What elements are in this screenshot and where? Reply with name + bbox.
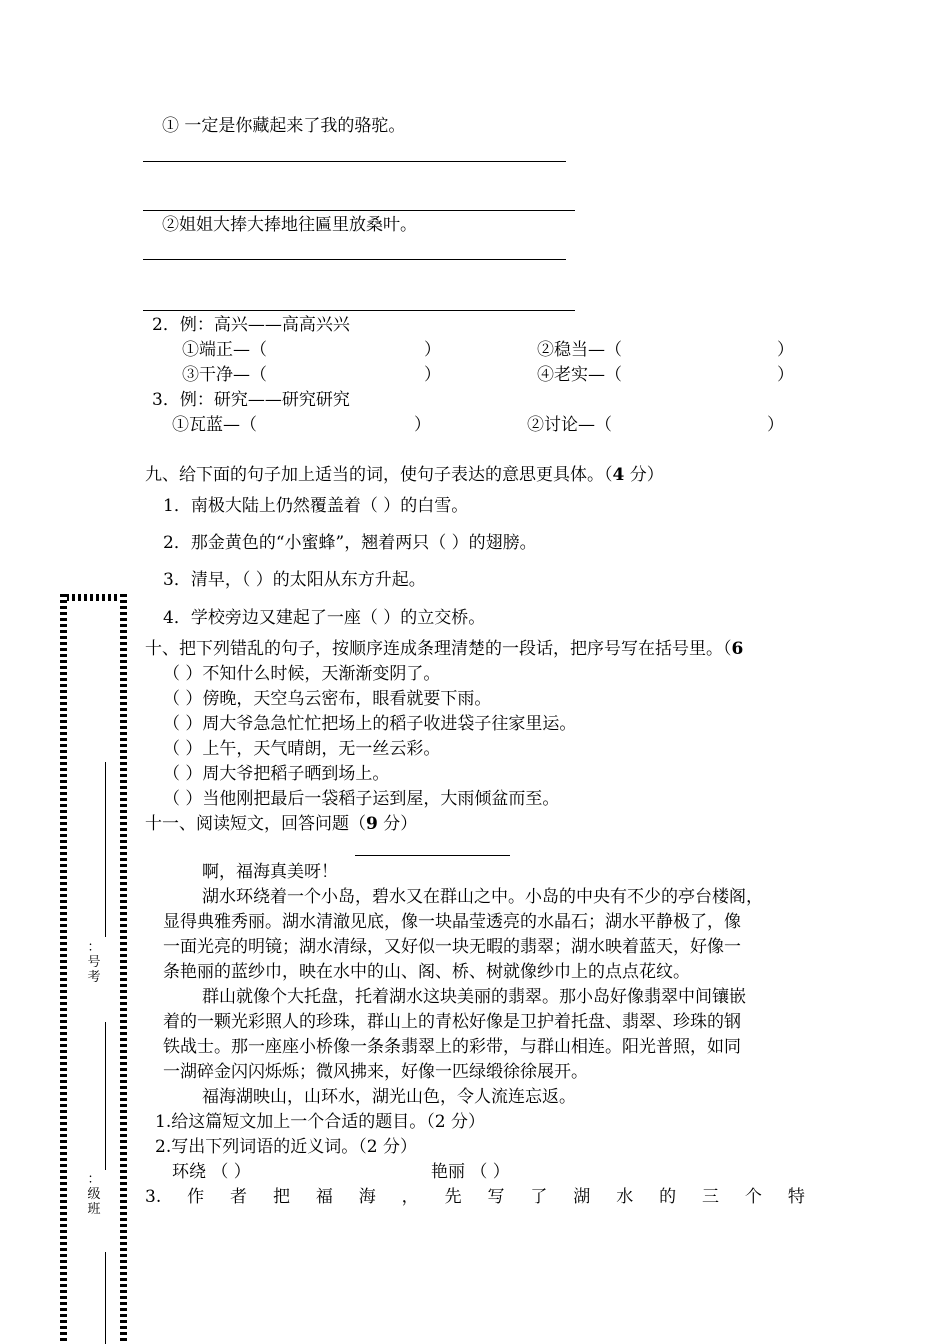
q3-item-1-close: ） <box>414 415 431 435</box>
q2-item-1-close: ） <box>424 340 441 360</box>
passage-line-2: 湖水环绕着一个小岛，碧水又在群山之中。小岛的中央有不少的亭台楼阁， <box>202 887 763 907</box>
reading-q3-char: 水 <box>616 1187 634 1207</box>
section-9-title: 九、给下面的句子加上适当的词，使句子表达的意思更具体。（4 分） <box>145 465 664 485</box>
reading-q3-char: 个 <box>744 1187 762 1207</box>
section-10-item-3: （ ）周大爷急急忙忙把场上的稻子收进袋子往家里运。 <box>163 714 577 734</box>
q2-item-1: ①端正—（ <box>182 340 267 360</box>
section-9-item-1: 1．南极大陆上仍然覆盖着（ ）的白雪。 <box>163 496 469 516</box>
reading-q3-char: 先 <box>444 1187 462 1207</box>
q2-item-3: ③干净—（ <box>182 365 267 385</box>
reading-q3-char: 的 <box>659 1187 677 1207</box>
passage-line-5: 条艳丽的蓝纱巾，映在水中的山、阁、桥、树就像纱巾上的点点花纹。 <box>163 962 690 982</box>
reading-q3-char: 海 <box>358 1187 376 1207</box>
q3-item-2-close: ） <box>767 415 784 435</box>
section-10-item-4: （ ）上午，天气晴朗，无一丝云彩。 <box>163 739 441 759</box>
q2-item-4-close: ） <box>777 365 794 385</box>
q2-item-3-close: ） <box>424 365 441 385</box>
section-9-item-3: 3．清早，（ ）的太阳从东方升起。 <box>163 570 426 590</box>
section-10-title: 十、把下列错乱的句子，按顺序连成条理清楚的一段话，把序号写在括号里。（6 <box>145 639 744 659</box>
q3-example: 3．例：研究——研究研究 <box>152 390 350 410</box>
q3-item-2: ②讨论—（ <box>527 415 612 435</box>
reading-q1: 1.给这篇短文加上一个合适的题目。（2 分） <box>155 1112 485 1132</box>
passage-line-1: 啊，福海真美呀！ <box>202 862 338 882</box>
passage-line-6: 群山就像个大托盘，托着湖水这块美丽的翡翠。那小岛好像翡翠中间镶嵌 <box>202 987 746 1007</box>
reading-q3-char: ， <box>401 1187 419 1207</box>
reading-q3-char: 特 <box>787 1187 805 1207</box>
class-label: ：级班 <box>87 1172 101 1217</box>
binding-line-3 <box>105 1252 106 1344</box>
q2-item-2: ②稳当—（ <box>537 340 622 360</box>
section-11-title: 十一、阅读短文，回答问题（9 分） <box>145 814 418 834</box>
passage-line-4: 一面光亮的明镜；湖水清绿，又好似一块无暇的翡翠；湖水映着蓝天，好像一 <box>163 937 741 957</box>
sentence-2: ②姐姐大捧大捧地往匾里放桑叶。 <box>162 215 417 235</box>
binding-line-1 <box>105 762 106 937</box>
q2-item-4: ④老实—（ <box>537 365 622 385</box>
section-10-item-5: （ ）周大爷把稻子晒到场上。 <box>163 764 390 784</box>
q2-example: 2．例：高兴——高高兴兴 <box>152 315 350 335</box>
reading-q2-word-1: 环绕 （ ） <box>172 1162 251 1182</box>
binding-line-2 <box>105 1022 106 1170</box>
reading-q3-char: 作 <box>187 1187 205 1207</box>
reading-q3-char: 福 <box>315 1187 333 1207</box>
passage-line-10: 福海湖映山，山环水，湖光山色，令人流连忘返。 <box>202 1087 576 1107</box>
passage-line-7: 着的一颗光彩照人的珍珠，群山上的青松好像是卫护着托盘、翡翠、珍珠的钢 <box>163 1012 741 1032</box>
section-9-item-2: 2．那金黄色的“小蜜蜂”，翘着两只（ ）的翅膀。 <box>163 533 537 553</box>
answer-line-1a[interactable] <box>143 161 566 162</box>
reading-q3-char: 了 <box>530 1187 548 1207</box>
passage-line-8: 铁战士。那一座座小桥像一条条翡翠上的彩带，与群山相连。阳光普照，如同 <box>163 1037 741 1057</box>
reading-q3-char: 三 <box>702 1187 720 1207</box>
binding-border-top <box>60 594 127 601</box>
sentence-1: ① 一定是你藏起来了我的骆驼。 <box>162 116 406 136</box>
q3-item-1: ①瓦蓝—（ <box>172 415 257 435</box>
binding-border-right <box>120 594 127 1344</box>
passage-title-blank[interactable] <box>355 855 510 856</box>
reading-q3-char: 写 <box>487 1187 505 1207</box>
section-10-item-6: （ ）当他刚把最后一袋稻子运到屋，大雨倾盆而至。 <box>163 789 560 809</box>
answer-line-2b[interactable] <box>143 310 575 311</box>
section-9-item-4: 4．学校旁边又建起了一座（ ）的立交桥。 <box>163 608 486 628</box>
section-10-item-2: （ ）傍晚，天空乌云密布，眼看就要下雨。 <box>163 689 492 709</box>
q2-item-2-close: ） <box>777 340 794 360</box>
passage-line-3: 显得典雅秀丽。湖水清澈见底，像一块晶莹透亮的水晶石；湖水平静极了，像 <box>163 912 741 932</box>
answer-line-1b[interactable] <box>143 210 575 211</box>
binding-border-left <box>60 594 67 1344</box>
reading-q3-char: 把 <box>272 1187 290 1207</box>
reading-q3-char: 3. <box>145 1187 162 1207</box>
answer-line-2a[interactable] <box>143 259 566 260</box>
reading-q3 <box>145 1189 805 1206</box>
reading-q3-char: 者 <box>230 1187 248 1207</box>
reading-q3-char: 湖 <box>573 1187 591 1207</box>
exam-number-label: ：号考 <box>87 940 101 985</box>
section-10-item-1: （ ）不知什么时候，天渐渐变阴了。 <box>163 664 441 684</box>
passage-line-9: 一湖碎金闪闪烁烁；微风拂来，好像一匹绿缎徐徐展开。 <box>163 1062 588 1082</box>
reading-q2-word-2: 艳丽 （ ） <box>431 1162 510 1182</box>
reading-q2: 2.写出下列词语的近义词。（2 分） <box>155 1137 417 1157</box>
